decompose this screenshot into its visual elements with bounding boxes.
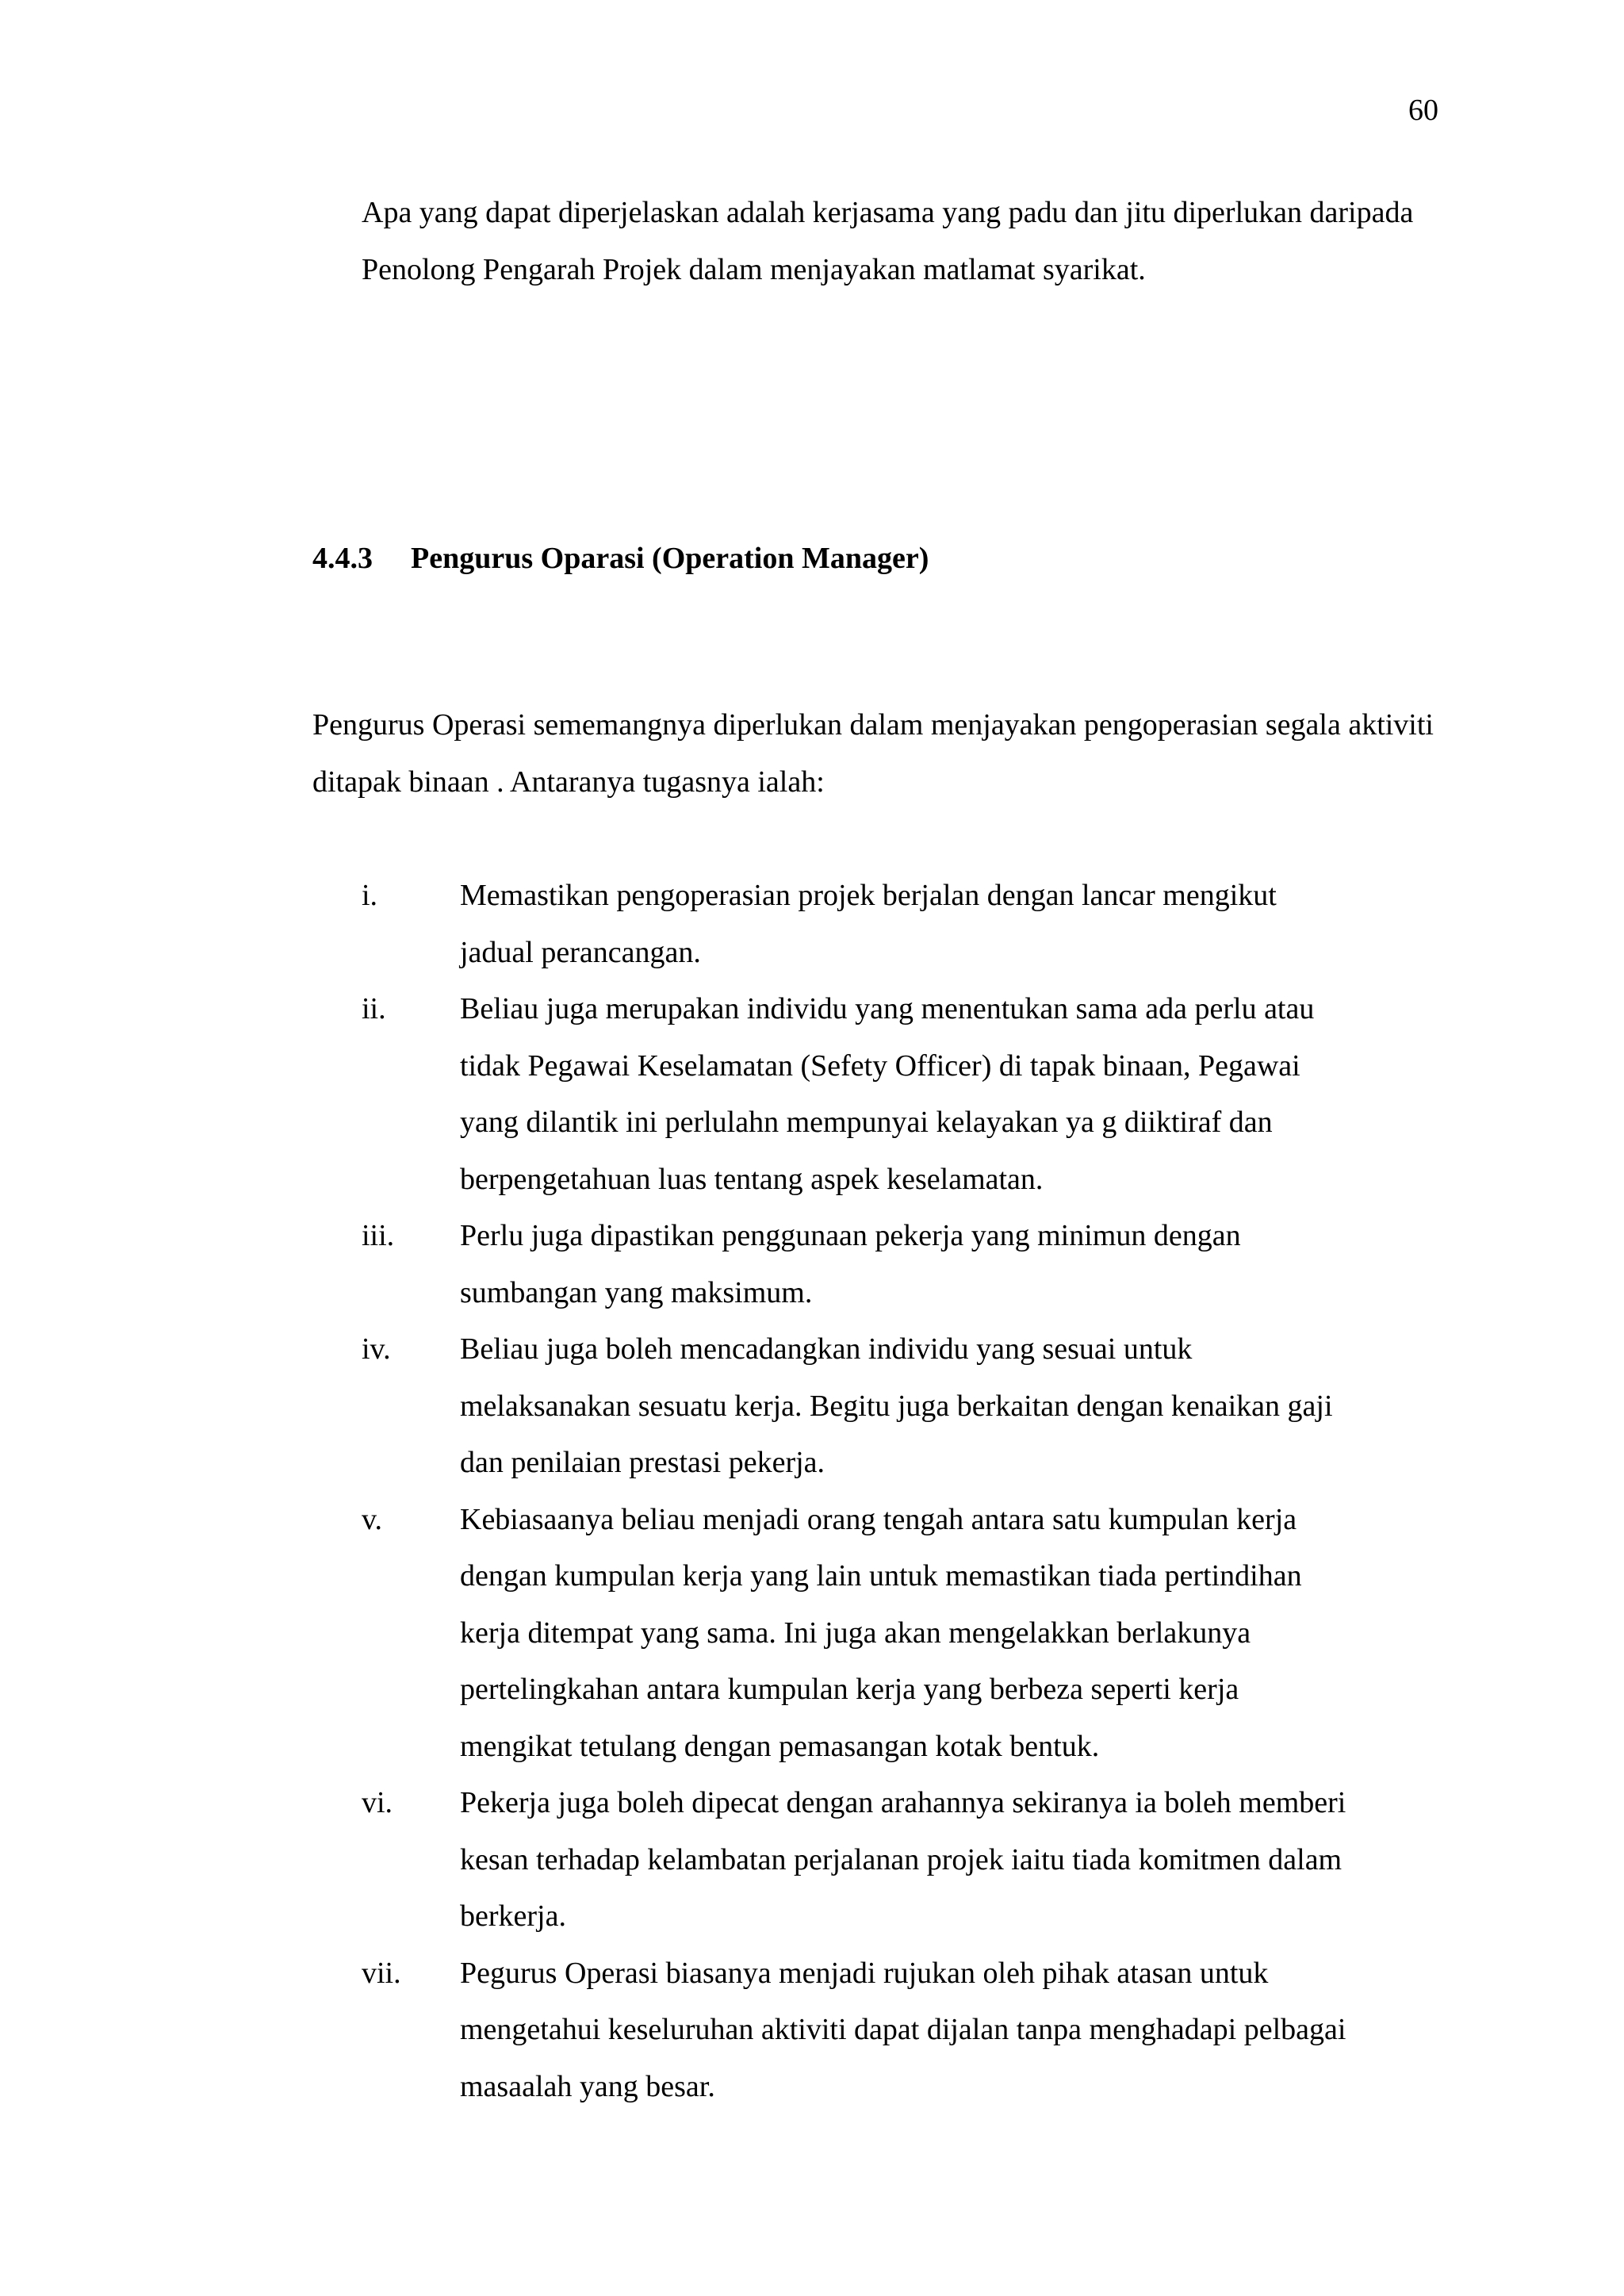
duty-marker: ii. <box>362 992 386 1025</box>
duty-text: Beliau juga boleh mencadangkan individu yang sesuai untuk melaksanakan sesuatu kerja. Begitu juga berkaitan dengan kenaikan gaji dan penilaian prestasi pekerja. <box>460 1332 1333 1479</box>
duty-item <box>362 1208 1440 1321</box>
intro-paragraph: Apa yang dapat diperjelaskan adalah kerjasama yang padu dan jitu diperlukan daripada Penolong Pengarah Projek dalam menjayakan matlamat syarikat. <box>362 196 1414 286</box>
page-number: 60 <box>1408 94 1438 127</box>
section-body-paragraph: Pengurus Operasi sememangnya diperlukan dalam menjayakan pengoperasian segala aktiviti ditapak binaan . Antaranya tugasnya ialah: <box>312 708 1434 799</box>
duty-item <box>362 1321 1440 1492</box>
duty-text: Perlu juga dipastikan penggunaan pekerja yang minimun dengan sumbangan yang maksimum. <box>460 1219 1241 1309</box>
section-heading <box>312 530 929 587</box>
duty-text: Memastikan pengoperasian projek berjalan dengan lancar mengikut jadual perancangan. <box>460 879 1277 969</box>
duty-marker: vii. <box>362 1956 401 1990</box>
duty-item <box>362 1945 1440 2116</box>
duty-marker: i. <box>362 879 378 912</box>
duty-marker: vi. <box>362 1786 393 1819</box>
duty-text: Beliau juga merupakan individu yang menentukan sama ada perlu atau tidak Pegawai Keselamatan (Sefety Officer) di tapak binaan, Pegawai yang dilantik ini perlulahn mempunyai kelayakan ya g diiktiraf dan berpengetahuan luas tentang aspek keselamatan. <box>460 992 1315 1196</box>
section-number: 4.4.3 <box>312 542 373 575</box>
duty-item <box>362 868 1440 981</box>
duties-list <box>362 868 1440 2115</box>
duty-marker: iv. <box>362 1332 391 1366</box>
duty-item <box>362 1775 1440 1945</box>
duty-text: Pegurus Operasi biasanya menjadi rujukan oleh pihak atasan untuk mengetahui keseluruhan aktiviti dapat dijalan tanpa menghadapi pelbagai masaalah yang besar. <box>460 1956 1346 2103</box>
duty-marker: iii. <box>362 1219 395 1252</box>
duty-text: Kebiasaanya beliau menjadi orang tengah antara satu kumpulan kerja dengan kumpulan kerja yang lain untuk memastikan tiada pertindihan kerja ditempat yang sama. Ini juga akan mengelakkan berlakunya pertelingkahan antara kumpulan kerja yang berbeza seperti kerja mengikat tetulang dengan pemasangan kotak bentuk. <box>460 1502 1302 1763</box>
section-title: Pengurus Oparasi (Operation Manager) <box>411 542 929 575</box>
duty-item <box>362 1492 1440 1776</box>
duty-text: Pekerja juga boleh dipecat dengan arahannya sekiranya ia boleh memberi kesan terhadap kelambatan perjalanan projek iaitu tiada komitmen dalam berkerja. <box>460 1786 1346 1933</box>
duty-marker: v. <box>362 1502 383 1536</box>
duty-item <box>362 981 1440 1208</box>
